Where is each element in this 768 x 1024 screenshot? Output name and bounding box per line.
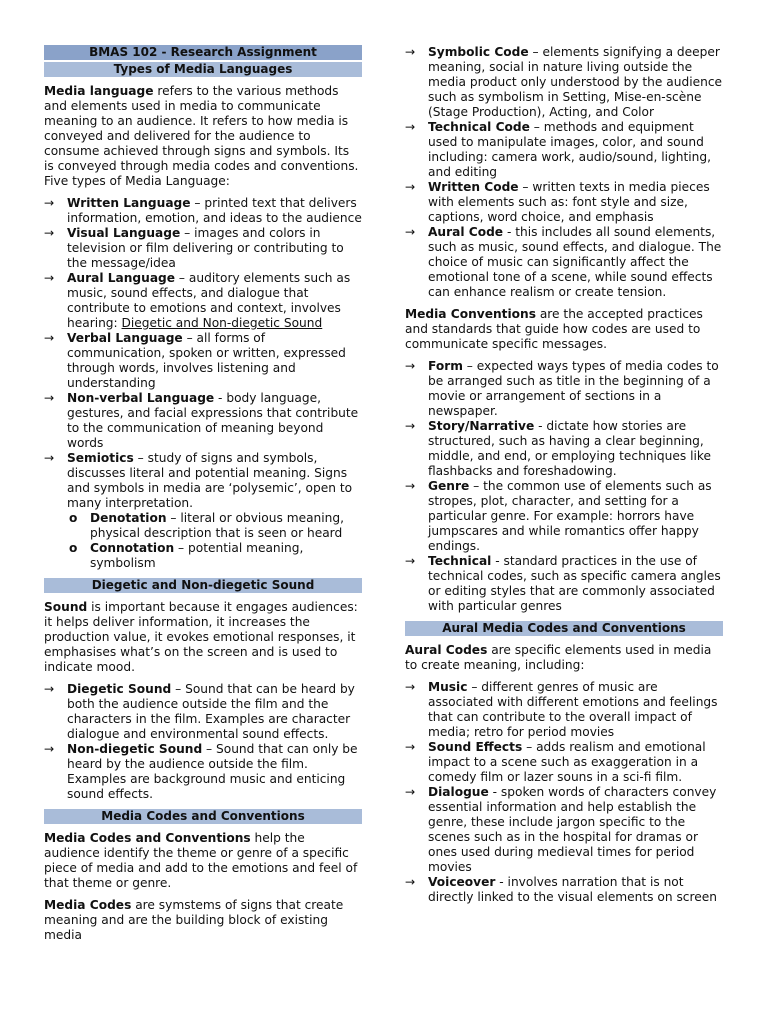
term: Diegetic Sound bbox=[67, 682, 172, 696]
term: Voiceover bbox=[428, 875, 496, 889]
text: – elements signifying a deeper meaning, social in nature living outside the media product only understood by the audience such as symbolism in Setting, Mise-en-scène (Stage Production), Acting, and Color bbox=[428, 45, 723, 119]
term: Sound bbox=[44, 600, 88, 614]
text: – the common use of elements such as stropes, plot, character, and setting for a particular genre. For example: horrors have jumpscares and while romantics offer happy endings. bbox=[428, 479, 712, 553]
list-item bbox=[405, 359, 723, 419]
sublist-item bbox=[67, 541, 362, 571]
list-item bbox=[405, 225, 723, 300]
list-item bbox=[405, 554, 723, 614]
list-item bbox=[405, 479, 723, 554]
media-language-paragraph bbox=[44, 84, 362, 189]
term: Story/Narrative bbox=[428, 419, 535, 433]
text: – potential meaning, symbolism bbox=[90, 541, 304, 570]
list-item bbox=[44, 226, 362, 271]
codes-conventions-paragraph bbox=[44, 831, 362, 891]
text: refers to the various methods and elements used in media to communicate meaning to an audience. It refers to how media is conveyed and delivered for the audience to consume achieved through signs and symbols. Its is conveyed through media codes and conventions. Five types of Media Language: bbox=[44, 84, 359, 188]
term: Technical Code bbox=[428, 120, 530, 134]
codes-list bbox=[405, 45, 723, 300]
term: Form bbox=[428, 359, 463, 373]
text: help the audience identify the theme or genre of a specific piece of media and add to the emotions and feel of that theme or genre. bbox=[44, 831, 358, 890]
section-link[interactable]: Diegetic and Non-diegetic Sound bbox=[121, 316, 323, 330]
term: Media Conventions bbox=[405, 307, 536, 321]
term: Genre bbox=[428, 479, 470, 493]
text: is important because it engages audiences: it helps deliver information, it increases the production value, it evokes emotional responses, it emphasises what’s on the screen and is used to indicate mood. bbox=[44, 600, 358, 674]
list-item bbox=[44, 331, 362, 391]
text: are symstems of signs that create meaning and are the building block of existing media bbox=[44, 898, 344, 942]
list-item bbox=[44, 271, 362, 331]
list-item bbox=[44, 391, 362, 451]
term: Media language bbox=[44, 84, 154, 98]
term: Aural Code bbox=[428, 225, 504, 239]
text: – Sound that can be heard by both the audience outside the film and the characters in the film. Examples are character dialogue and environmental sound effects. bbox=[67, 682, 355, 741]
term: Written Language bbox=[67, 196, 191, 210]
list-item bbox=[405, 785, 723, 875]
text: – Sound that can only be heard by the audience outside the film. Examples are background music and enticing sound effects. bbox=[67, 742, 358, 801]
list-item bbox=[44, 682, 362, 742]
term: Media Codes bbox=[44, 898, 132, 912]
term: Sound Effects bbox=[428, 740, 523, 754]
text: – different genres of music are associated with different emotions and feelings that can contribute to the overall impact of media; retro for period movies bbox=[428, 680, 718, 739]
term: Symbolic Code bbox=[428, 45, 529, 59]
term: Semiotics bbox=[67, 451, 134, 465]
list-item bbox=[405, 180, 723, 225]
term: Dialogue bbox=[428, 785, 489, 799]
list-item bbox=[44, 451, 362, 571]
left-column bbox=[44, 45, 362, 950]
text: - this includes all sound elements, such as music, sound effects, and dialogue. The choice of music can significantly affect the emotional tone of a scene, while sound effects can enhance realism or create tension. bbox=[428, 225, 722, 299]
heading-types-of-media-languages: Types of Media Languages bbox=[44, 62, 362, 77]
semiotics-sublist bbox=[67, 511, 362, 571]
text: - involves narration that is not directly linked to the visual elements on screen bbox=[428, 875, 717, 904]
text: - standard practices in the use of technical codes, such as specific camera angles or editing styles that are commonly associated with particular genres bbox=[428, 554, 721, 613]
text: are the accepted practices and standards that guide how codes are used to communicate specific messages. bbox=[405, 307, 703, 351]
text: – written texts in media pieces with elements such as: font style and size, captions, word choice, and emphasis bbox=[428, 180, 710, 224]
list-item bbox=[405, 875, 723, 905]
right-column bbox=[405, 45, 723, 912]
list-item bbox=[405, 120, 723, 180]
text: – auditory elements such as music, sound effects, and dialogue that contribute to emotions and context, involves hearing: bbox=[67, 271, 351, 330]
conventions-list bbox=[405, 359, 723, 614]
text: – adds realism and emotional impact to a scene such as exaggeration in a comedy film or lazer souns in a sci-fi film. bbox=[428, 740, 706, 784]
list-item bbox=[405, 419, 723, 479]
list-item bbox=[405, 680, 723, 740]
term: Aural Codes bbox=[405, 643, 488, 657]
sublist-item bbox=[67, 511, 362, 541]
term: Technical bbox=[428, 554, 492, 568]
term: Visual Language bbox=[67, 226, 181, 240]
list-item bbox=[405, 740, 723, 785]
media-language-list bbox=[44, 196, 362, 571]
term: Denotation bbox=[90, 511, 167, 525]
sound-paragraph bbox=[44, 600, 362, 675]
media-codes-paragraph bbox=[44, 898, 362, 943]
term: Non-diegetic Sound bbox=[67, 742, 203, 756]
term: Connotation bbox=[90, 541, 175, 555]
term: Written Code bbox=[428, 180, 519, 194]
list-item bbox=[44, 196, 362, 226]
heading-media-codes: Media Codes and Conventions bbox=[44, 809, 362, 824]
text: - spoken words of characters convey essential information and help establish the genre, these include jargon specific to the scenes such as in the hospital for dramas or ones used during medieval times for period movies bbox=[428, 785, 717, 874]
term: Verbal Language bbox=[67, 331, 183, 345]
media-conventions-paragraph bbox=[405, 307, 723, 352]
text: – methods and equipment used to manipulate images, color, and sound including: camera work, audio/sound, lighting, and editing bbox=[428, 120, 711, 179]
heading-aural-media-codes: Aural Media Codes and Conventions bbox=[405, 621, 723, 636]
text: – study of signs and symbols, discusses literal and potential meaning. Signs and symbols in media are ‘polysemic’, open to many interpretation. bbox=[67, 451, 353, 510]
text: are specific elements used in media to create meaning, including: bbox=[405, 643, 712, 672]
text: - dictate how stories are structured, such as having a clear beginning, middle, and end, or employing techniques like flashbacks and foreshadowing. bbox=[428, 419, 711, 478]
heading-diegetic-sound: Diegetic and Non-diegetic Sound bbox=[44, 578, 362, 593]
term: Music bbox=[428, 680, 468, 694]
term: Non-verbal Language bbox=[67, 391, 215, 405]
text: – expected ways types of media codes to be arranged such as title in the beginning of a movie or arrangement of sections in a newspaper. bbox=[428, 359, 719, 418]
term: Aural Language bbox=[67, 271, 176, 285]
text: – images and colors in television or film delivering or contributing to the message/idea bbox=[67, 226, 344, 270]
list-item bbox=[405, 45, 723, 120]
text: – literal or obvious meaning, physical description that is seen or heard bbox=[90, 511, 344, 540]
document-title: BMAS 102 - Research Assignment bbox=[44, 45, 362, 60]
sound-list bbox=[44, 682, 362, 802]
text: – all forms of communication, spoken or written, expressed through words, involves listening and understanding bbox=[67, 331, 346, 390]
term: Media Codes and Conventions bbox=[44, 831, 251, 845]
aural-codes-paragraph bbox=[405, 643, 723, 673]
text: – printed text that delivers information, emotion, and ideas to the audience bbox=[67, 196, 362, 225]
list-item bbox=[44, 742, 362, 802]
aural-list bbox=[405, 680, 723, 905]
text: - body language, gestures, and facial expressions that contribute to the communication of meaning beyond words bbox=[67, 391, 359, 450]
